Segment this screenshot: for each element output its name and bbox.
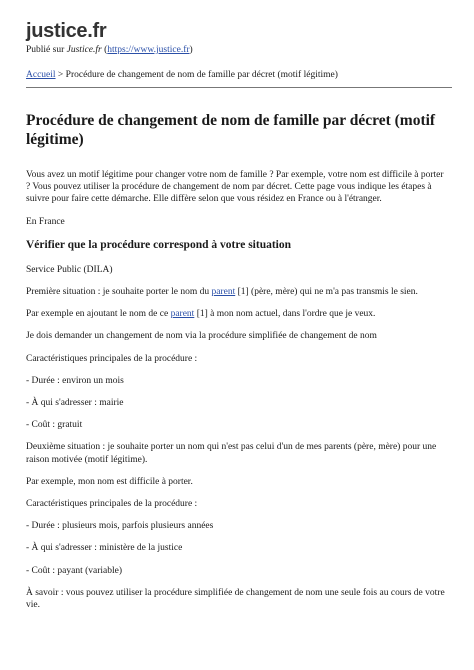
page-title: Procédure de changement de nom de famille par décret (motif légitime) [26, 112, 436, 148]
published-prefix: Publié sur [26, 45, 67, 55]
characteristics2-heading: Caractéristiques principales de la procédure : [26, 499, 198, 510]
simplified-procedure-paragraph: Je dois demander un changement de nom via la procédure simplifiée de changement de nom [26, 331, 377, 342]
published-close: ) [189, 45, 193, 55]
duration1-item: - Durée : environ un mois [26, 375, 124, 386]
whom1-item: - À qui s'adresser : mairie [26, 398, 124, 409]
example2-paragraph: Par exemple, mon nom est difficile à porter. [26, 476, 193, 487]
note-paragraph: À savoir : vous pouvez utiliser la procédure simplifiée de changement de nom une seule fois au cours de votre vie. [26, 587, 445, 611]
situation1-paragraph [26, 286, 452, 298]
breadcrumb [26, 69, 452, 81]
situation2-paragraph: Deuxième situation : je souhaite porter un nom qui n'est pas celui d'un de mes parents (père, mère) pour une raison motivée (motif légitime). [26, 442, 437, 465]
published-source: Justice.fr [66, 45, 102, 55]
characteristics1-heading: Caractéristiques principales de la procédure : [26, 353, 198, 364]
location-label: En France [26, 216, 65, 227]
example1-text-after: [1] à mon nom actuel, dans l'ordre que je veux. [194, 309, 376, 320]
situation1-text-after: [1] (père, mère) qui ne m'a pas transmis le sien. [235, 287, 418, 298]
source-label: Service Public (DILA) [26, 264, 113, 275]
breadcrumb-separator: > [55, 70, 66, 80]
section-heading: Vérifier que la procédure correspond à votre situation [26, 238, 292, 251]
situation1-text-before: Première situation : je souhaite porter le nom du [26, 287, 212, 298]
cost1-item: - Coût : gratuit [26, 420, 83, 431]
site-logo: justice.fr [26, 20, 107, 42]
breadcrumb-home-link[interactable]: Accueil [26, 70, 56, 80]
whom2-item: - À qui s'adresser : ministère de la justice [26, 543, 183, 554]
example1-paragraph [26, 308, 452, 320]
header-divider [26, 87, 452, 88]
parent-link[interactable]: parent [211, 287, 236, 298]
published-url-link[interactable]: https://www.justice.fr [107, 45, 190, 55]
parent-link[interactable]: parent [170, 309, 195, 320]
published-line [26, 44, 452, 56]
published-open: ( [101, 45, 108, 55]
example1-text-before: Par exemple en ajoutant le nom de ce [26, 309, 171, 320]
cost2-item: - Coût : payant (variable) [26, 565, 123, 576]
intro-paragraph: Vous avez un motif légitime pour changer votre nom de famille ? Par exemple, votre nom est difficile à porter ? Vous pouvez utiliser la procédure de changement de nom par décret. Cette page vous indique les étapes à suivre pour faire cette démarche. Elle diffère selon que vous résidez en France ou à l'étranger. [26, 170, 444, 205]
document-page [26, 20, 452, 611]
duration2-item: - Durée : plusieurs mois, parfois plusieurs années [26, 521, 214, 532]
breadcrumb-current: Procédure de changement de nom de famille par décret (motif légitime) [65, 70, 338, 80]
